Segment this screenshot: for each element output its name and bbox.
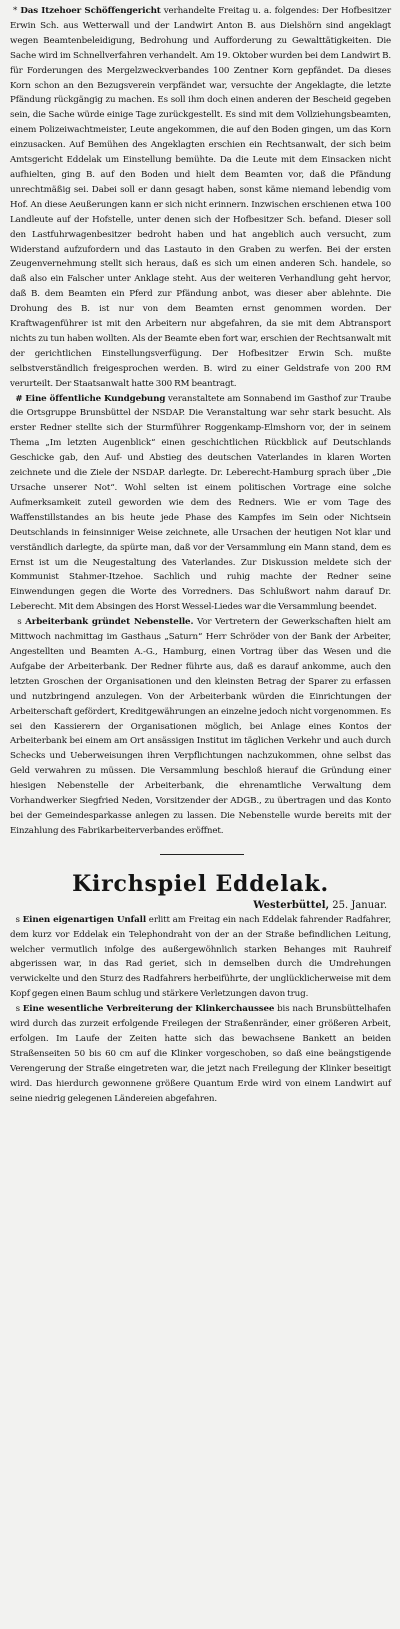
article-lead: Arbeiterbank gründet Nebenstelle. bbox=[25, 617, 194, 628]
section-marker: # bbox=[15, 393, 23, 404]
dateline-place: Westerbüttel, bbox=[253, 899, 330, 911]
article-body: bis nach Brunsbüttelhafen wird durch das zurzeit erfolgende Freilegen der Straßenränder, einer größeren Arbeit, erfolgen. Im Laufe der Zeiten hatte sich das bewachsene Bankett an beiden Straßenseiten 50 bis 60 cm auf die Klinker vorgeschoben, so daß eine beängstigende Verengerung der Straße eingetreten war, die jetzt nach Freilegung der Klinker beseitigt wird. Das hierdurch gewonnene größere Quantum Erde wird von einem Landwirt auf seine niedrig gelegenen Ländereien abgefahren. bbox=[10, 1004, 391, 1104]
article-road-widening bbox=[10, 1002, 391, 1106]
article-lead: Einen eigenartigen Unfall bbox=[22, 914, 147, 925]
article-body: erlitt am Freitag ein nach Eddelak fahrender Radfahrer, dem kurz vor Eddelak ein Telephondraht von der an der Straße befindlichen Leitung, welcher vermutlich infolge des außergewöhnlich starken Behanges mit Rauhreif abgerissen war, in das Rad geriet, sich in demselben durch die Umdrehungen verwickelte und den Sturz des Radfahrers herbeiführte, der unglücklicherweise mit dem Kopf gegen einen Baum schlug und stärkere Verletzungen davon trug. bbox=[10, 914, 391, 1000]
section-divider bbox=[10, 839, 391, 865]
section-marker: s bbox=[17, 617, 22, 628]
article-body: veranstaltete am Sonnabend im Gasthof zur Traube die Ortsgruppe Brunsbüttel der NSDAP. Die Veranstaltung war sehr stark besucht. Als erster Redner stellte sich der Sturmführer Roggenkamp-Elmshorn vor, der in seinem Thema „Im letzten Augenblick“ einen geschichtlichen Rückblick auf Deutschlands Geschicke gab, den Auf- und Abstieg des deutschen Vaterlandes in klaren Worten zeichnete und die Ziele der NSDAP. darlegte. Dr. Leberecht-Hamburg sprach über „Die Ursache unserer Not“. Wohl selten ist einem politischen Vortrage eine solche Aufmerksamkeit zuteil geworden wie dem des Redners. Wie er vom Tage des Waffenstillstandes an bis heute jede Phase des Kampfes im Sein oder Nichtsein Deutschlands in feinsinniger Weise zeichnete, alle Ursachen der heutigen Not klar und verständlich darlegte, da spürte man, daß vor der Versammlung ein Mann stand, dem es Ernst ist um die Neugestaltung des Vaterlandes. Zur Diskussion meldete sich der Kommunist Stahmer-Itzehoe. Sachlich und ruhig machte der Redner seine Einwendungen gegen die Worte des Vorredners. Das Schlußwort nahm darauf Dr. Leberecht. Mit dem Absingen des Horst Wessel-Liedes war die Versammlung beendet. bbox=[10, 393, 391, 613]
section-marker: s bbox=[15, 914, 20, 925]
dateline bbox=[10, 899, 391, 913]
article-lead: Eine wesentliche Verbreiterung der Klinkerchaussee bbox=[22, 1004, 275, 1015]
article-body: Vor Vertretern der Gewerkschaften hielt am Mittwoch nachmittag im Gasthaus „Saturn“ Herr Schröder von der Bank der Arbeiter, Angestellten und Beamten A.-G., Hamburg, einen Vortrag über das Wesen und die Aufgabe der Arbeiterbank. Der Redner führte aus, daß es darauf ankomme, auch den letzten Groschen der Organisationen und den kleinsten Betrag der Sparer zu erfassen und nutzbringend anzulegen. Von der Arbeiterbank würden die Einrichtungen der Arbeiterschaft gefördert, Kreditgewährungen an einzelne jedoch nicht vorgenommen. Es sei den Kassierern der Organisationen möglich, bei Anlage eines Kontos der Arbeiterbank bei einem am Ort ansässigen Institut im täglichen Verkehr und auch durch Schecks und Ueberweisungen ihren Verpflichtungen nachzukommen, ohne selbst das Geld verwahren zu müssen. Die Versammlung beschloß hierauf die Gründung einer hiesigen Nebenstelle der Arbeiterbank, die ehrenamtliche Verwaltung dem Vorhandwerker Siegfried Neden, Vorsitzender der ADGB., zu übertragen und das Konto bei der Gemeindesparkasse anlegen zu lassen. Die Nebenstelle wurde bereits mit der Einzahlung des Fabrikarbeiterverbandes eröffnet. bbox=[10, 617, 391, 836]
article-lead: Das Itzehoer Schöffengericht bbox=[20, 6, 161, 16]
article-nsdap-rally bbox=[10, 392, 391, 616]
article-lead: Eine öffentliche Kundgebung bbox=[25, 393, 166, 404]
dateline-date: 25. Januar. bbox=[329, 899, 387, 911]
article-itzehoe-court: * Das Itzehoer Schöffengericht verhandelte Freitag u. a. folgendes: Der Hofbesitzer Erwin Sch. aus Wetterwall und der Landwirt Anton B. aus Dielshörn sind angeklagt wegen Beamtenbeleidigung, Bedrohung und Aufforderung zu Gewalttätigkeiten. Die Sache wird im Schnellverfahren verhandelt. Am 19. Oktober wurden bei dem Landwirt B. für Forderungen des Mergelzweckverbandes 100 Zentner Korn gepfändet. Da dieses Korn schon an den Bezugsverein verpfändet war, versuchte der Angeklagte, die letzte Pfändung rückgängig zu machen. Es soll ihm doch einen anderen der Bescheid gegeben sein, die Sache würde einige Tage zurückgestellt. Es sind mit dem Vollziehungsbeamten, einem Polizeiwachtmeister, Leute angekommen, die auf den Boden gingen, um das Korn einzusacken. Auf Bemühen des Angeklagten erschien ein Rechtsanwalt, der sich beim Amtsgericht Eddelak um Einstellung bemühte. Da die Leute mit dem Einsacken nicht aufhielten, ging B. auf den Boden und hielt dem Beamten vor, daß die Pfändung unrechtmäßig sei. Dabei soll er dann gesagt haben, sonst käme niemand lebendig vom Hof. An diese Aeußerungen kann er sich nicht erinnern. Inzwischen erschienen etwa 100 Landleute auf der Hofstelle, unter denen sich der Hofbesitzer Sch. befand. Dieser soll den Lastfuhrwagenbesitzer bedroht haben und hat angeblich auch versucht, zum Widerstand aufzufordern und das Lastauto in den Graben zu werfen. Bei der ersten Zeugenvernehmung stellt sich heraus, daß es sich um einen anderen Sch. handele, so daß also ein Falscher unter Anklage steht. Aus der weiteren Verhandlung geht hervor, daß B. dem Beamten ein Pferd zur Pfändung anbot, was dieser aber ablehnte. Die Drohung des B. ist nur von dem Beamten ernst genommen worden. Der Kraftwagenführer ist mit den Arbeitern nur abgefahren, da sie mit dem Abtransport nichts zu tun haben wollten. Als der Beamte eben fort war, erschien der Rechtsanwalt mit der gerichtlichen Einstellungsverfügung. Der Hofbesitzer Erwin Sch. mußte selbstverständlich freigesprochen werden. B. wird zu einer Geldstrafe von 200 RM verurteilt. Der Staatsanwalt hatte 300 RM beantragt. bbox=[10, 6, 391, 389]
section-heading: Kirchspiel Eddelak. bbox=[72, 870, 329, 897]
article-bicycle-accident bbox=[10, 913, 391, 1002]
article-workers-bank bbox=[10, 615, 391, 839]
article-body: verhandelte Freitag u. a. folgendes: Der Hofbesitzer Erwin Sch. aus Wetterwall und der Landwirt Anton B. aus Dielshörn sind angeklagt wegen Beamtenbeleidigung, Bedrohung und Aufforderung zu Gewalttätigkeiten. Die Sache wird im Schnellverfahren verhandelt. Am 19. Oktober wurden bei dem Landwirt B. für Forderungen des Mergelzweckverbandes 100 Zentner Korn gepfändet. Da dieses Korn schon an den Bezugsverein verpfändet war, versuchte der Angeklagte, die letzte Pfändung rückgängig zu machen. Es soll ihm doch einen anderen der Bescheid gegeben sein, die Sache würde einige Tage zurückgestellt. Es sind mit dem Vollziehungsbeamten, einem Polizeiwachtmeister, Leute angekommen, die auf den Boden gingen, um das Korn einzusacken. Auf Bemühen des Angeklagten erschien ein Rechtsanwalt, der sich beim Amtsgericht Eddelak um Einstellung bemühte. Da die Leute mit dem Einsacken nicht aufhielten, ging B. auf den Boden und hielt dem Beamten vor, daß die Pfändung unrechtmäßig sei. Dabei soll er dann gesagt haben, sonst käme niemand lebendig vom Hof. An diese Aeußerungen kann er sich nicht erinnern. Inzwischen erschienen etwa 100 Landleute auf der Hofstelle, unter denen sich der Hofbesitzer Sch. befand. Dieser soll den Lastfuhrwagenbesitzer bedroht haben und hat angeblich auch versucht, zum Widerstand aufzufordern und das Lastauto in den Graben zu werfen. Bei der ersten Zeugenvernehmung stellt sich heraus, daß es sich um einen anderen Sch. handele, so daß also ein Falscher unter Anklage steht. Aus der weiteren Verhandlung geht hervor, daß B. dem Beamten ein Pferd zur Pfändung anbot, was dieser aber ablehnte. Die Drohung des B. ist nur von dem Beamten ernst genommen worden. Der Kraftwagenführer ist mit den Arbeitern nur abgefahren, da sie mit dem Abtransport nichts zu tun haben wollten. Als der Beamte eben fort war, erschien der Rechtsanwalt mit der gerichtlichen Einstellungsverfügung. Der Hofbesitzer Erwin Sch. mußte selbstverständlich freigesprochen werden. B. wird zu einer Geldstrafe von 200 RM verurteilt. Der Staatsanwalt hatte 300 RM beantragt. bbox=[10, 6, 391, 389]
section-marker: s bbox=[15, 1004, 20, 1015]
